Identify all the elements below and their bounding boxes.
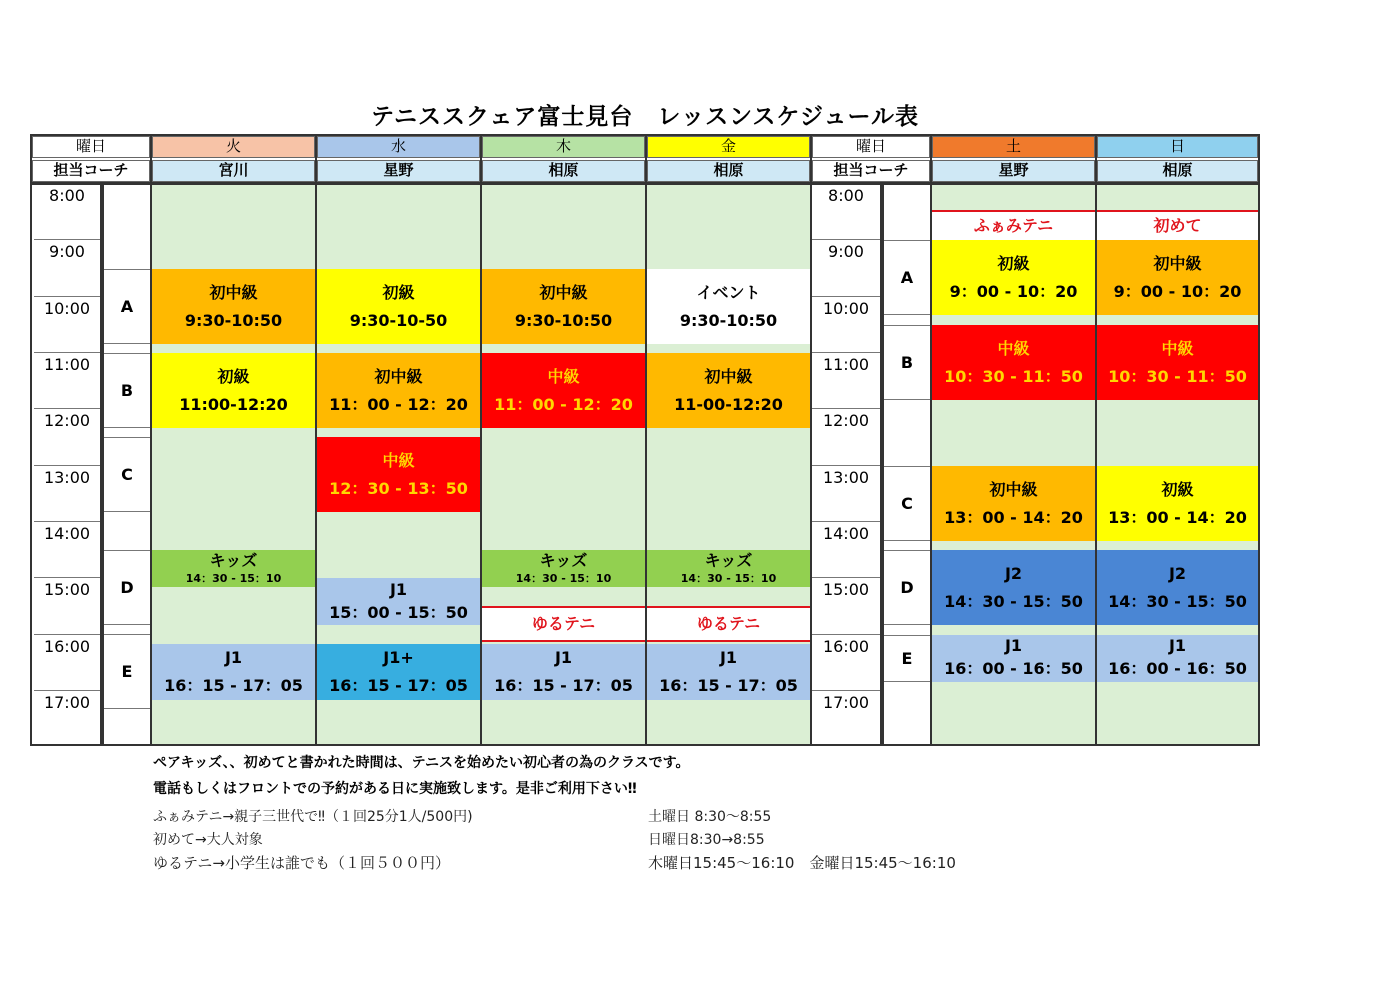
time-right-8: 8:00 bbox=[812, 184, 880, 240]
lesson-name: J1 bbox=[224, 648, 243, 667]
time-left-10: 10:00 bbox=[34, 297, 100, 353]
header-day-wed: 水 bbox=[317, 136, 480, 158]
lesson-time: 14：30 - 15：10 bbox=[185, 571, 282, 585]
divider bbox=[315, 136, 317, 744]
lesson-name: J1 bbox=[719, 648, 738, 667]
lesson-time: 11:00-12:20 bbox=[179, 394, 288, 414]
lesson-name: 初級 bbox=[217, 366, 250, 386]
lesson-sun-2 bbox=[1097, 240, 1258, 315]
time-left-14: 14:00 bbox=[34, 522, 100, 578]
slot-right-a: A bbox=[884, 240, 930, 315]
slot-left-e: E bbox=[104, 634, 150, 709]
header-day-sun: 日 bbox=[1097, 136, 1258, 158]
schedule-table bbox=[30, 134, 1260, 746]
lesson-name: キッズ bbox=[539, 550, 588, 570]
lesson-thu-1 bbox=[482, 269, 645, 344]
lesson-time: 16：15 - 17：05 bbox=[659, 676, 798, 695]
lesson-name: キッズ bbox=[209, 550, 258, 570]
lesson-tue-1 bbox=[152, 269, 315, 344]
lesson-name: 初級 bbox=[1161, 479, 1194, 499]
coach-thu: 相原 bbox=[482, 160, 645, 182]
lesson-sat-1 bbox=[932, 210, 1095, 241]
lesson-fri-3 bbox=[647, 550, 810, 587]
divider bbox=[1095, 136, 1097, 744]
lesson-sun-1 bbox=[1097, 210, 1258, 241]
divider bbox=[150, 136, 152, 744]
lesson-wed-2 bbox=[317, 353, 480, 428]
lesson-thu-3 bbox=[482, 550, 645, 587]
divider bbox=[810, 136, 812, 744]
lesson-name: ふぁみテニ bbox=[973, 216, 1054, 235]
lesson-time: 9:30-10:50 bbox=[184, 310, 283, 330]
lesson-time: 14：30 - 15：10 bbox=[515, 571, 612, 585]
lesson-time: 16：00 - 16：50 bbox=[1108, 658, 1247, 678]
lesson-name: J1 bbox=[554, 648, 573, 667]
lesson-name: ゆるテニ bbox=[696, 614, 761, 633]
lesson-time: 14：30 - 15：10 bbox=[680, 571, 777, 585]
header-coach-label-right: 担当コーチ bbox=[812, 160, 930, 182]
lesson-name: 中級 bbox=[382, 450, 415, 470]
lesson-name: J1+ bbox=[383, 648, 414, 667]
divider bbox=[930, 136, 932, 744]
lesson-time: 12：30 - 13：50 bbox=[329, 478, 468, 498]
note-line-1: ペアキッズ、、初めてと書かれた時間は、テニスを始めたい初心者の為のクラスです。 bbox=[153, 755, 690, 771]
note-thufri-time: 木曜日15:45～16:10 金曜日15:45～16:10 bbox=[648, 854, 956, 872]
divider bbox=[480, 136, 482, 744]
lesson-time: 9：00 - 10：20 bbox=[1113, 281, 1242, 301]
lesson-sat-6 bbox=[932, 635, 1095, 682]
lesson-name: ゆるテニ bbox=[531, 614, 596, 633]
time-right-15: 15:00 bbox=[812, 578, 880, 635]
time-left-16: 16:00 bbox=[34, 635, 100, 691]
lesson-name: J1 bbox=[1004, 635, 1023, 655]
lesson-name: 初中級 bbox=[539, 282, 588, 302]
lesson-time: 14：30 - 15：50 bbox=[1108, 591, 1247, 611]
lesson-name: 初中級 bbox=[704, 366, 753, 386]
lesson-sat-2 bbox=[932, 240, 1095, 315]
lesson-fri-2 bbox=[647, 353, 810, 428]
lesson-time: 9:30-10:50 bbox=[679, 310, 778, 330]
header-day-tue: 火 bbox=[152, 136, 315, 158]
time-left-11: 11:00 bbox=[34, 353, 100, 409]
lesson-name: 初中級 bbox=[1153, 253, 1202, 273]
lesson-time: 16：15 - 17：05 bbox=[329, 676, 468, 695]
lesson-name: キッズ bbox=[704, 550, 753, 570]
lesson-name: 初中級 bbox=[374, 366, 423, 386]
time-left-9: 9:00 bbox=[34, 240, 100, 297]
slot-right-b: B bbox=[884, 325, 930, 400]
coach-sun: 相原 bbox=[1097, 160, 1258, 182]
lesson-name: 初中級 bbox=[209, 282, 258, 302]
slot-left-c: C bbox=[104, 437, 150, 512]
lesson-name: 中級 bbox=[547, 366, 580, 386]
slot-right-d: D bbox=[884, 550, 930, 625]
header-day-sat: 土 bbox=[932, 136, 1095, 158]
lesson-name: 中級 bbox=[997, 338, 1030, 358]
lesson-tue-4 bbox=[152, 644, 315, 700]
slot-right-c: C bbox=[884, 466, 930, 541]
page-title: テニススクェア富士見台 レッスンスケジュール表 bbox=[370, 104, 920, 130]
coach-fri: 相原 bbox=[647, 160, 810, 182]
lesson-thu-4 bbox=[482, 606, 645, 642]
lesson-sun-3 bbox=[1097, 325, 1258, 400]
header-coach-label-left: 担当コーチ bbox=[32, 160, 150, 182]
divider bbox=[100, 182, 104, 744]
lesson-sun-4 bbox=[1097, 466, 1258, 541]
lesson-sat-4 bbox=[932, 466, 1095, 541]
note-fami: ふぁみテニ→親子三世代で‼（１回25分1人/500円) bbox=[153, 809, 473, 825]
time-right-9: 9:00 bbox=[812, 240, 880, 297]
note-hajimete: 初めて→大人対象 bbox=[153, 832, 263, 848]
header-youbi-right: 曜日 bbox=[812, 136, 930, 158]
time-left-15: 15:00 bbox=[34, 578, 100, 635]
lesson-time: 10：30 - 11：50 bbox=[944, 366, 1083, 386]
header-day-thu: 木 bbox=[482, 136, 645, 158]
lesson-time: 16：15 - 17：05 bbox=[494, 676, 633, 695]
lesson-time: 10：30 - 11：50 bbox=[1108, 366, 1247, 386]
header-day-fri: 金 bbox=[647, 136, 810, 158]
time-right-13: 13:00 bbox=[812, 466, 880, 522]
lesson-time: 13：00 - 14：20 bbox=[944, 507, 1083, 527]
coach-sat: 星野 bbox=[932, 160, 1095, 182]
divider bbox=[880, 182, 884, 744]
lesson-sun-6 bbox=[1097, 635, 1258, 682]
lesson-sat-3 bbox=[932, 325, 1095, 400]
time-left-8: 8:00 bbox=[34, 184, 100, 240]
lesson-time: 11：00 - 12：20 bbox=[494, 394, 633, 414]
lesson-name: 初級 bbox=[997, 253, 1030, 273]
time-right-10: 10:00 bbox=[812, 297, 880, 353]
time-left-13: 13:00 bbox=[34, 466, 100, 522]
lesson-name: J2 bbox=[1168, 563, 1187, 583]
lesson-name: 初めて bbox=[1153, 216, 1202, 235]
lesson-thu-2 bbox=[482, 353, 645, 428]
note-sun-time: 日曜日8:30→8:55 bbox=[648, 832, 765, 848]
lesson-time: 15：00 - 15：50 bbox=[329, 602, 468, 622]
lesson-time: 11-00-12:20 bbox=[674, 394, 783, 414]
time-right-17: 17:00 bbox=[812, 691, 880, 744]
coach-wed: 星野 bbox=[317, 160, 480, 182]
lesson-time: 9：00 - 10：20 bbox=[949, 281, 1078, 301]
time-right-16: 16:00 bbox=[812, 635, 880, 691]
lesson-name: 初中級 bbox=[989, 479, 1038, 499]
time-left-12: 12:00 bbox=[34, 409, 100, 466]
lesson-time: 11：00 - 12：20 bbox=[329, 394, 468, 414]
lesson-wed-3 bbox=[317, 437, 480, 512]
lesson-fri-4 bbox=[647, 606, 810, 642]
lesson-name: 中級 bbox=[1161, 338, 1194, 358]
lesson-name: イベント bbox=[696, 282, 761, 302]
lesson-wed-1 bbox=[317, 269, 480, 344]
lesson-time: 16：00 - 16：50 bbox=[944, 658, 1083, 678]
lesson-fri-5 bbox=[647, 644, 810, 700]
lesson-tue-2 bbox=[152, 353, 315, 428]
note-yuru: ゆるテニ→小学生は誰でも（１回５００円） bbox=[153, 854, 450, 872]
time-left-17: 17:00 bbox=[34, 691, 100, 744]
lesson-time: 9:30-10-50 bbox=[349, 310, 448, 330]
slot-left-d: D bbox=[104, 550, 150, 625]
lesson-wed-4 bbox=[317, 578, 480, 625]
slot-right-e: E bbox=[884, 635, 930, 682]
time-right-12: 12:00 bbox=[812, 409, 880, 466]
slot-left-b: B bbox=[104, 353, 150, 428]
header-youbi-left: 曜日 bbox=[32, 136, 150, 158]
lesson-sat-5 bbox=[932, 550, 1095, 625]
lesson-time: 14：30 - 15：50 bbox=[944, 591, 1083, 611]
lesson-time: 9:30-10:50 bbox=[514, 310, 613, 330]
divider bbox=[32, 182, 1258, 185]
lesson-wed-5 bbox=[317, 644, 480, 700]
lesson-name: 初級 bbox=[382, 282, 415, 302]
lesson-time: 13：00 - 14：20 bbox=[1108, 507, 1247, 527]
lesson-thu-5 bbox=[482, 644, 645, 700]
time-right-14: 14:00 bbox=[812, 522, 880, 578]
lesson-name: J1 bbox=[389, 579, 408, 599]
note-line-2: 電話もしくはフロントでの予約がある日に実施致します。是非ご利用下さい‼ bbox=[153, 781, 637, 797]
lesson-tue-3 bbox=[152, 550, 315, 587]
slot-left-a: A bbox=[104, 269, 150, 344]
lesson-name: J2 bbox=[1004, 563, 1023, 583]
divider bbox=[645, 136, 647, 744]
lesson-sun-5 bbox=[1097, 550, 1258, 625]
note-sat-time: 土曜日 8:30～8:55 bbox=[648, 809, 772, 825]
lesson-fri-1 bbox=[647, 269, 810, 344]
time-right-11: 11:00 bbox=[812, 353, 880, 409]
coach-tue: 宮川 bbox=[152, 160, 315, 182]
lesson-name: J1 bbox=[1168, 635, 1187, 655]
lesson-time: 16：15 - 17：05 bbox=[164, 676, 303, 695]
